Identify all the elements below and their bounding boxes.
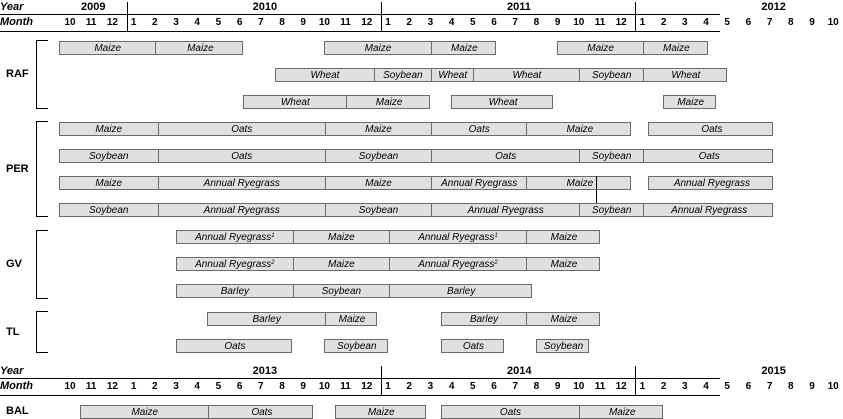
crop-label: Oats — [251, 406, 273, 418]
rotation-bar — [536, 339, 589, 353]
rotation-bar — [243, 95, 430, 109]
month-tick-label: 1 — [639, 17, 646, 28]
crop-segment — [526, 177, 632, 189]
crop-segment — [537, 340, 590, 352]
crop-label: Annual Ryegrass — [467, 204, 544, 216]
rotation-bar — [275, 68, 727, 82]
month-tick-label: 3 — [682, 381, 688, 392]
crop-label: Wheat — [488, 96, 518, 108]
crop-label: Soybean — [543, 340, 584, 352]
row-connector — [596, 176, 597, 203]
crop-label: Soybean — [591, 204, 632, 216]
rotation-bar — [648, 122, 773, 136]
crop-segment — [293, 231, 388, 243]
crop-label: Wheat — [438, 69, 468, 81]
crop-segment — [325, 313, 378, 325]
crop-segment — [60, 150, 158, 162]
group-bracket-tick — [36, 108, 48, 109]
month-tick-label: 6 — [491, 17, 497, 28]
crop-label: Annual Ryegrass — [195, 231, 272, 243]
crop-segment — [431, 177, 526, 189]
year-separator — [635, 2, 636, 31]
year-label: 2010 — [252, 1, 278, 13]
crop-segment — [158, 150, 325, 162]
crop-segment — [325, 150, 431, 162]
crop-label: Oats — [468, 123, 490, 135]
rotation-bar — [176, 339, 293, 353]
crop-segment — [208, 313, 325, 325]
month-tick-label: 11 — [340, 17, 351, 28]
group-bracket — [36, 230, 37, 298]
year-label: 2012 — [761, 1, 786, 13]
crop-label: Maize — [328, 258, 355, 270]
month-tick-label: 6 — [745, 381, 752, 392]
crop-label: Oats — [462, 340, 484, 352]
rotation-bar — [557, 41, 708, 55]
rotation-bar — [59, 122, 631, 136]
crop-segment — [431, 123, 526, 135]
month-tick-label: 11 — [594, 381, 606, 392]
crop-label: Soybean — [321, 285, 362, 297]
year-separator — [635, 366, 636, 395]
crop-segment — [325, 177, 431, 189]
month-tick-label: 2 — [660, 381, 667, 392]
month-tick-label: 10 — [827, 17, 839, 28]
month-tick-label: 1 — [385, 381, 391, 392]
month-tick-label: 3 — [173, 17, 179, 28]
month-tick-label: 10 — [573, 381, 585, 392]
year-separator — [381, 366, 382, 395]
rotation-bar — [324, 41, 496, 55]
month-axis-label: Month — [0, 16, 33, 28]
crop-segment — [60, 204, 158, 216]
month-tick-label: 10 — [318, 381, 330, 392]
rotation-bar — [59, 176, 631, 190]
month-tick-label: 8 — [533, 381, 540, 392]
group-bracket-tick — [36, 121, 48, 122]
month-tick-label: 2 — [660, 17, 667, 28]
month-tick-label: 3 — [682, 17, 688, 28]
crop-label: Barley — [469, 313, 499, 325]
crop-segment — [664, 96, 717, 108]
crop-segment — [389, 285, 533, 297]
crop-segment — [177, 340, 294, 352]
month-tick-label: 9 — [554, 17, 561, 28]
rotation-bar — [335, 405, 426, 419]
month-tick-label: 7 — [512, 381, 518, 392]
crop-segment — [649, 177, 774, 189]
rotation-bar — [663, 95, 716, 109]
crop-segment — [60, 42, 155, 54]
month-tick-label: 10 — [827, 381, 839, 392]
group-label: TL — [6, 326, 20, 338]
month-tick-label: 1 — [385, 17, 391, 28]
month-tick-label: 12 — [361, 381, 373, 392]
crop-segment — [158, 123, 325, 135]
crop-label: Barley — [446, 285, 476, 297]
crop-segment — [293, 258, 388, 270]
month-tick-label: 3 — [173, 381, 179, 392]
month-tick-label: 8 — [279, 17, 285, 28]
crop-label: Maize — [566, 177, 594, 189]
month-tick-label: 11 — [85, 381, 97, 392]
month-tick-label: 2 — [406, 17, 412, 28]
crop-label: Wheat — [671, 69, 701, 81]
month-tick-label: 6 — [745, 17, 752, 28]
crop-segment — [60, 177, 158, 189]
crop-segment — [649, 123, 774, 135]
crop-segment — [431, 69, 473, 81]
year-label: 2014 — [507, 365, 532, 377]
crop-segment — [276, 69, 374, 81]
year-label: 2011 — [507, 1, 531, 13]
crop-label: Soybean — [591, 150, 632, 162]
crop-label: Maize — [367, 406, 395, 418]
group-bracket-tick — [36, 298, 48, 299]
crop-segment — [526, 123, 632, 135]
crop-segment — [452, 96, 554, 108]
group-bracket — [36, 40, 37, 108]
month-tick-label: 10 — [64, 17, 76, 28]
month-tick-label: 12 — [106, 381, 118, 392]
crop-label: Maize — [95, 177, 123, 189]
crop-segment — [526, 313, 600, 325]
month-tick-label: 5 — [724, 17, 730, 28]
crop-label: Oats — [701, 123, 723, 135]
crop-segment — [643, 69, 728, 81]
crop-segment — [579, 204, 643, 216]
month-tick-label: 7 — [766, 17, 773, 28]
crop-label: Soybean — [337, 340, 377, 352]
crop-label: Soybean — [591, 69, 632, 81]
month-tick-label: 10 — [318, 17, 330, 28]
crop-label: Soybean — [358, 204, 399, 216]
crop-segment — [558, 42, 643, 54]
header-rule — [0, 378, 720, 379]
rotation-bar — [59, 41, 243, 55]
month-tick-label: 4 — [448, 381, 455, 392]
crop-label: Oats — [499, 406, 522, 418]
rotation-bar — [59, 149, 773, 163]
crop-segment: Annual Ryegrass $^2$ — [389, 258, 527, 270]
month-tick-label: 8 — [533, 17, 540, 28]
year-axis-label: Year — [0, 365, 24, 377]
crop-label: Oats — [231, 150, 253, 162]
month-tick-label: 3 — [427, 17, 434, 28]
month-tick-label: 4 — [448, 17, 455, 28]
month-tick-label: 9 — [554, 381, 561, 392]
month-tick-label: 6 — [236, 381, 243, 392]
crop-segment — [158, 204, 325, 216]
month-tick-label: 8 — [788, 381, 794, 392]
rotation-bar — [80, 405, 313, 419]
month-tick-label: 2 — [406, 381, 412, 392]
month-tick-label: 7 — [766, 381, 773, 392]
header-rule — [0, 14, 720, 15]
month-tick-label: 11 — [340, 381, 351, 392]
crop-label: Maize — [338, 313, 366, 325]
crop-segment — [158, 177, 325, 189]
crop-segment — [431, 150, 579, 162]
crop-label: Soybean — [89, 150, 129, 162]
crop-segment — [579, 69, 643, 81]
group-bracket-tick — [36, 352, 48, 353]
crop-label: Wheat — [310, 69, 340, 81]
crop-segment — [293, 285, 388, 297]
month-tick-label: 4 — [703, 381, 709, 392]
crop-label: Maize — [187, 42, 214, 54]
crop-segment — [336, 406, 427, 418]
crop-segment — [431, 204, 579, 216]
month-tick-label: 4 — [194, 17, 200, 28]
month-tick-label: 4 — [703, 17, 709, 28]
crop-segment — [81, 406, 208, 418]
crop-label: Soybean — [358, 150, 399, 162]
month-tick-label: 2 — [152, 17, 158, 28]
year-axis-label: Year — [0, 1, 24, 13]
crop-segment — [208, 406, 314, 418]
month-tick-label: 7 — [258, 17, 264, 28]
crop-segment — [526, 231, 600, 243]
crop-label: Maize — [663, 42, 690, 54]
group-bracket — [36, 121, 37, 216]
group-label: BAL — [6, 405, 29, 417]
crop-segment — [60, 123, 158, 135]
crop-label: Annual Ryegrass — [203, 204, 280, 216]
month-tick-label: 5 — [724, 381, 730, 392]
month-tick-label: 11 — [594, 17, 606, 28]
month-tick-label: 12 — [106, 17, 118, 28]
crop-label: Oats — [224, 340, 246, 352]
year-label: 2009 — [81, 1, 106, 13]
crop-segment — [346, 96, 431, 108]
group-bracket-tick — [36, 230, 48, 231]
month-tick-label: 1 — [130, 381, 137, 392]
crop-label: Annual Ryegrass — [203, 177, 280, 189]
header-rule — [0, 395, 720, 396]
crop-label: Maize — [550, 258, 578, 270]
crop-label: Maize — [550, 231, 578, 243]
rotation-bar — [324, 339, 388, 353]
crop-label: Maize — [375, 96, 403, 108]
crop-label: Annual Ryegrass — [441, 177, 518, 189]
crop-segment — [177, 285, 294, 297]
crop-label: Maize — [677, 96, 705, 108]
month-tick-label: 12 — [361, 17, 373, 28]
crop-segment — [442, 313, 527, 325]
crop-label: Maize — [94, 42, 122, 54]
month-tick-label: 8 — [788, 17, 794, 28]
month-tick-label: 10 — [573, 17, 585, 28]
rotation-bar — [441, 405, 664, 419]
month-tick-label: 5 — [215, 17, 222, 28]
crop-label: Maize — [608, 406, 636, 418]
crop-segment — [442, 340, 506, 352]
group-bracket-tick — [36, 216, 48, 217]
crop-label: Oats — [698, 150, 720, 162]
crop-segment — [579, 150, 643, 162]
group-bracket-tick — [36, 40, 48, 41]
month-tick-label: 4 — [194, 381, 200, 392]
month-tick-label: 12 — [615, 381, 627, 392]
month-tick-label: 7 — [512, 17, 518, 28]
month-tick-label: 9 — [300, 381, 306, 392]
rotation-bar — [451, 95, 553, 109]
crop-label: Barley — [252, 313, 281, 325]
rotation-bar — [441, 339, 505, 353]
rotation-bar — [207, 312, 377, 326]
crop-segment — [374, 69, 431, 81]
crop-label: Maize — [364, 42, 392, 54]
group-bracket — [36, 311, 37, 352]
crop-label: Wheat — [280, 96, 310, 108]
rotation-bar — [441, 312, 600, 326]
group-label: PER — [6, 163, 29, 175]
crop-segment — [325, 123, 431, 135]
year-label: 2013 — [252, 365, 278, 377]
crop-label: Maize — [131, 406, 159, 418]
crop-segment — [526, 258, 600, 270]
crop-segment — [431, 42, 497, 54]
year-separator — [381, 2, 382, 31]
month-tick-label: 8 — [279, 381, 285, 392]
crop-segment — [325, 204, 431, 216]
crop-label: Soybean — [383, 69, 423, 81]
month-tick-label: 9 — [809, 381, 815, 392]
crop-segment: Annual Ryegrass $^1$ — [195, 231, 275, 243]
crop-label: Annual Ryegrass — [418, 258, 495, 270]
rotation-bar — [176, 284, 532, 298]
crop-label: Soybean — [89, 204, 129, 216]
crop-label: Maize — [550, 313, 578, 325]
group-bracket-tick — [36, 311, 48, 312]
month-tick-label: 10 — [64, 381, 76, 392]
month-tick-label: 6 — [236, 17, 243, 28]
crop-segment — [473, 69, 579, 81]
month-tick-label: 3 — [427, 381, 434, 392]
month-tick-label: 5 — [215, 381, 222, 392]
month-tick-label: 9 — [300, 17, 306, 28]
crop-label: Annual Ryegrass — [671, 204, 748, 216]
crop-label: Wheat — [512, 69, 542, 81]
crop-label: Maize — [566, 123, 594, 135]
rotation-bar — [59, 203, 773, 217]
crop-segment — [579, 406, 664, 418]
crop-label: Oats — [231, 123, 253, 135]
crop-label: Maize — [365, 123, 392, 135]
crop-segment — [643, 204, 774, 216]
crop-label: Maize — [95, 123, 123, 135]
rotation-bar — [648, 176, 773, 190]
crop-label: Barley — [220, 285, 250, 297]
crop-label: Annual Ryegrass — [673, 177, 750, 189]
crop-label: Annual Ryegrass — [195, 258, 272, 270]
crop-segment — [325, 42, 431, 54]
month-tick-label: 9 — [809, 17, 815, 28]
header-rule — [0, 31, 720, 32]
crop-segment — [325, 340, 389, 352]
group-label: GV — [6, 258, 22, 270]
crop-label: Maize — [328, 231, 355, 243]
month-tick-label: 6 — [491, 381, 497, 392]
rotation-bar — [176, 257, 600, 271]
crop-label: Annual Ryegrass — [418, 231, 495, 243]
crop-segment — [155, 42, 244, 54]
month-tick-label: 11 — [85, 17, 97, 28]
month-tick-label: 1 — [130, 17, 137, 28]
month-tick-label: 1 — [639, 381, 646, 392]
month-tick-label: 5 — [470, 17, 476, 28]
crop-segment: Annual Ryegrass $^2$ — [195, 258, 275, 270]
year-separator — [127, 2, 128, 31]
crop-label: Maize — [587, 42, 614, 54]
rotation-bar — [176, 230, 600, 244]
month-axis-label: Month — [0, 380, 33, 392]
crop-label: Oats — [495, 150, 517, 162]
group-label: RAF — [6, 68, 29, 80]
crop-label: Maize — [365, 177, 392, 189]
month-tick-label: 5 — [470, 381, 476, 392]
month-tick-label: 2 — [152, 381, 158, 392]
crop-segment — [442, 406, 580, 418]
crop-label: Maize — [451, 42, 478, 54]
crop-segment — [643, 150, 774, 162]
crop-segment: Annual Ryegrass $^1$ — [389, 231, 527, 243]
month-tick-label: 7 — [258, 381, 264, 392]
month-tick-label: 12 — [615, 17, 627, 28]
crop-segment — [643, 42, 709, 54]
year-label: 2015 — [761, 365, 786, 377]
crop-segment — [244, 96, 346, 108]
